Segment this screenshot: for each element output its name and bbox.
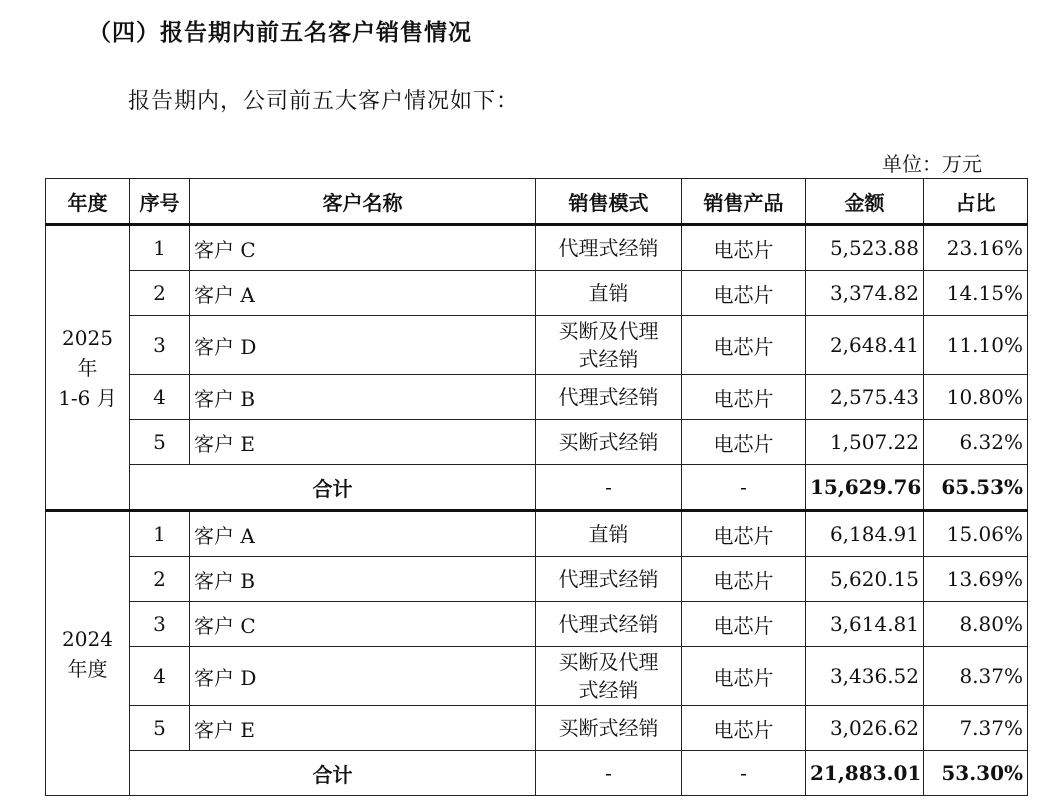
sales-mode: 买断式经销 [536, 420, 682, 465]
total-product: - [682, 751, 806, 796]
customer-name: 客户 A [190, 271, 536, 316]
ratio: 11.10% [924, 316, 1028, 375]
table-header-row [46, 179, 1028, 225]
row-no: 5 [130, 706, 190, 751]
year-line2: 年度 [67, 656, 108, 681]
header-product: 销售产品 [682, 179, 806, 225]
amount: 3,436.52 [806, 647, 924, 706]
total-product: - [682, 465, 806, 511]
intro-paragraph: 报告期内，公司前五大客户情况如下： [128, 89, 520, 114]
ratio: 15.06% [924, 511, 1028, 557]
product: 电芯片 [682, 316, 806, 375]
header-no: 序号 [130, 179, 190, 225]
total-ratio: 65.53% [924, 465, 1028, 511]
customer-name: 客户 D [190, 316, 536, 375]
sales-mode: 代理式经销 [536, 375, 682, 420]
header-year: 年度 [46, 179, 130, 225]
table-row [46, 602, 1028, 647]
row-no: 5 [130, 420, 190, 465]
amount: 1,507.22 [806, 420, 924, 465]
total-amount: 15,629.76 [806, 465, 924, 511]
sales-mode: 直销 [536, 511, 682, 557]
section-heading: （四）报告期内前五名客户销售情况 [88, 20, 472, 46]
amount: 2,648.41 [806, 316, 924, 375]
table-row [46, 420, 1028, 465]
total-label: 合计 [130, 465, 536, 511]
ratio: 8.37% [924, 647, 1028, 706]
row-no: 2 [130, 271, 190, 316]
customer-name: 客户 D [190, 647, 536, 706]
table-row [46, 316, 1028, 375]
amount: 2,575.43 [806, 375, 924, 420]
sales-mode: 直销 [536, 271, 682, 316]
top-customers-table [45, 178, 1028, 796]
unit-label: 单位：万元 [882, 152, 982, 176]
sales-mode [536, 316, 682, 375]
year-line2: 1-6 月 [58, 385, 117, 410]
total-amount: 21,883.01 [806, 751, 924, 796]
ratio: 8.80% [924, 602, 1028, 647]
sales-mode-line1: 买断及代理 [558, 650, 659, 674]
amount: 3,374.82 [806, 271, 924, 316]
customer-name: 客户 E [190, 420, 536, 465]
total-label: 合计 [130, 751, 536, 796]
year-cell [46, 225, 130, 511]
total-row [46, 465, 1028, 511]
header-mode: 销售模式 [536, 179, 682, 225]
total-row [46, 751, 1028, 796]
amount: 3,026.62 [806, 706, 924, 751]
header-ratio: 占比 [924, 179, 1028, 225]
row-no: 3 [130, 602, 190, 647]
row-no: 1 [130, 511, 190, 557]
sales-mode [536, 647, 682, 706]
product: 电芯片 [682, 647, 806, 706]
product: 电芯片 [682, 706, 806, 751]
total-ratio: 53.30% [924, 751, 1028, 796]
table-row [46, 706, 1028, 751]
year-line1: 2024 [62, 626, 113, 651]
ratio: 13.69% [924, 557, 1028, 602]
row-no: 2 [130, 557, 190, 602]
product: 电芯片 [682, 420, 806, 465]
year-cell [46, 511, 130, 796]
table-row [46, 511, 1028, 557]
product: 电芯片 [682, 511, 806, 557]
product: 电芯片 [682, 271, 806, 316]
row-no: 1 [130, 225, 190, 271]
sales-mode: 代理式经销 [536, 602, 682, 647]
row-no: 4 [130, 647, 190, 706]
product: 电芯片 [682, 225, 806, 271]
table-row [46, 375, 1028, 420]
sales-mode: 买断式经销 [536, 706, 682, 751]
sales-mode: 代理式经销 [536, 225, 682, 271]
total-mode: - [536, 751, 682, 796]
ratio: 10.80% [924, 375, 1028, 420]
year-line1: 2025 年 [62, 325, 113, 380]
sales-mode-line2: 式经销 [578, 678, 639, 702]
ratio: 23.16% [924, 225, 1028, 271]
sales-mode: 代理式经销 [536, 557, 682, 602]
row-no: 4 [130, 375, 190, 420]
product: 电芯片 [682, 375, 806, 420]
amount: 5,523.88 [806, 225, 924, 271]
header-customer: 客户名称 [190, 179, 536, 225]
customer-name: 客户 A [190, 511, 536, 557]
ratio: 6.32% [924, 420, 1028, 465]
customer-name: 客户 C [190, 602, 536, 647]
product: 电芯片 [682, 602, 806, 647]
ratio: 7.37% [924, 706, 1028, 751]
sales-mode-line1: 买断及代理 [558, 319, 659, 343]
customer-name: 客户 B [190, 375, 536, 420]
customer-name: 客户 C [190, 225, 536, 271]
product: 电芯片 [682, 557, 806, 602]
sales-mode-line2: 式经销 [578, 347, 639, 371]
amount: 6,184.91 [806, 511, 924, 557]
row-no: 3 [130, 316, 190, 375]
customer-name: 客户 B [190, 557, 536, 602]
amount: 3,614.81 [806, 602, 924, 647]
total-mode: - [536, 465, 682, 511]
table-row [46, 225, 1028, 271]
customer-name: 客户 E [190, 706, 536, 751]
table-row [46, 271, 1028, 316]
table-row [46, 557, 1028, 602]
table-row [46, 647, 1028, 706]
header-amount: 金额 [806, 179, 924, 225]
amount: 5,620.15 [806, 557, 924, 602]
ratio: 14.15% [924, 271, 1028, 316]
